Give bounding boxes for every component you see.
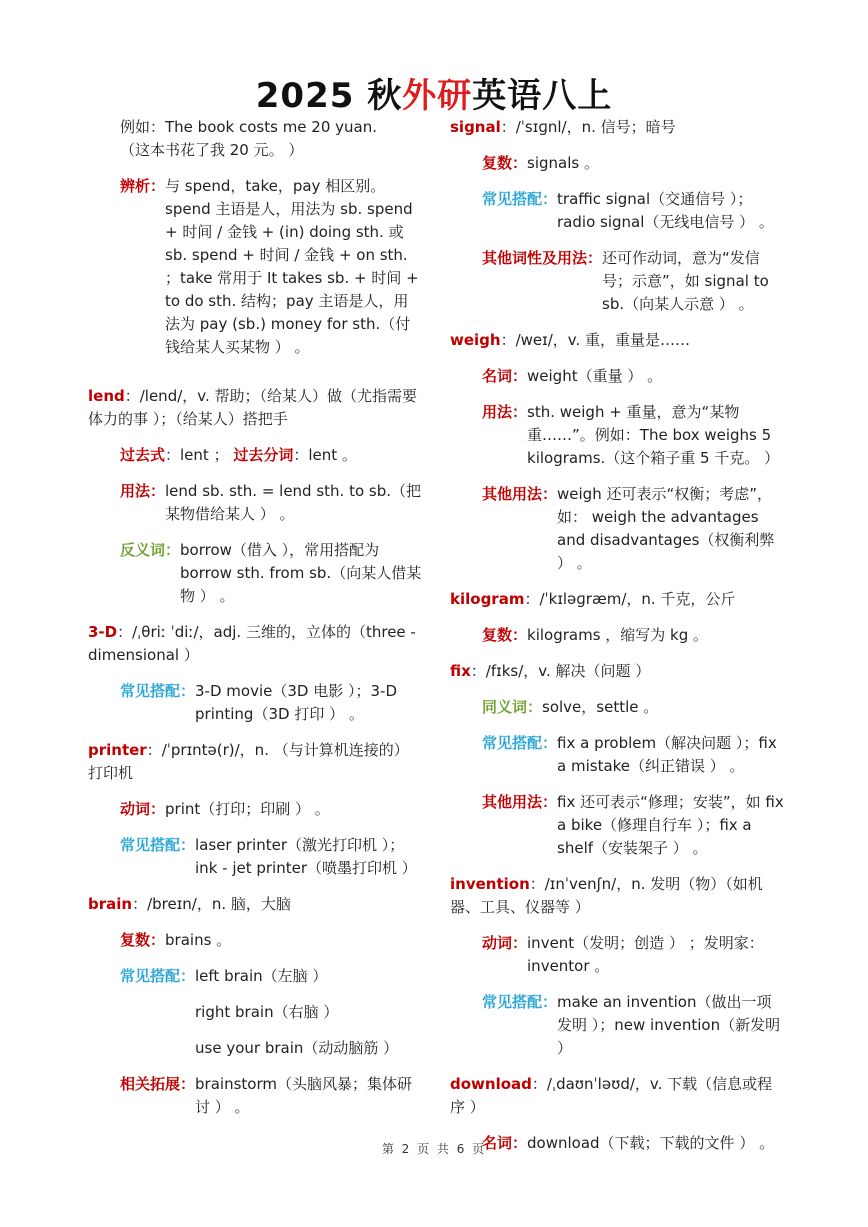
other-usage-label: 其他用法： bbox=[482, 485, 558, 503]
headword-printer: printer bbox=[88, 741, 147, 759]
fix-definition: ：/fɪks/，v. 解决（问题 ） bbox=[470, 662, 651, 680]
noun-text: download（下载；下载的文件 ） 。 bbox=[527, 1134, 775, 1152]
fix-collocation bbox=[450, 732, 784, 778]
example-line-2: （这本书花了我 20 元。 ） bbox=[120, 141, 304, 159]
page-title bbox=[0, 68, 868, 117]
printer-definition: ：/ˈprɪntə(r)/，n. （与计算机连接的）打印机 bbox=[88, 741, 409, 782]
other-usage-text: weigh 还可表示“权衡；考虑”，如： weigh the advantages and disadvantages（权衡利弊 ） 。 bbox=[557, 485, 775, 572]
title-part-2: 外研 bbox=[402, 76, 473, 116]
3d-collocation bbox=[88, 680, 422, 726]
fix-other bbox=[450, 791, 784, 860]
invention-collocation bbox=[450, 991, 784, 1060]
cost-example bbox=[88, 116, 422, 162]
usage-label: 用法： bbox=[482, 403, 528, 421]
collocation-item: left brain（左脑 ） bbox=[195, 967, 328, 985]
collocation-text: 3-D movie（3D 电影 ）；3-D printing（3D 打印 ） 。 bbox=[195, 682, 397, 723]
collocation-item: right brain（右脑 ） bbox=[195, 1003, 339, 1021]
noun-label: 名词： bbox=[482, 367, 528, 385]
past-participle-text: ：lent 。 bbox=[293, 446, 357, 464]
weigh-noun bbox=[450, 365, 784, 388]
plural-label: 复数： bbox=[482, 626, 528, 644]
entry-printer bbox=[88, 739, 422, 785]
collocation-item: use your brain（动动脑筋 ） bbox=[195, 1039, 399, 1057]
collocation-label: 常见搭配： bbox=[120, 682, 196, 700]
collocation-label: 常见搭配： bbox=[482, 993, 558, 1011]
lend-forms bbox=[88, 444, 422, 467]
signal-plural bbox=[450, 152, 784, 175]
noun-label: 名词： bbox=[482, 1134, 528, 1152]
weigh-definition: ：/weɪ/，v. 重，重量是…… bbox=[500, 331, 691, 349]
brain-definition: ：/breɪn/，n. 脑，大脑 bbox=[132, 895, 291, 913]
collocation-text: traffic signal（交通信号 ）；radio signal（无线电信号 ） 。 bbox=[557, 190, 774, 231]
lend-definition: ：/lend/，v. 帮助；（给某人）做（尤指需要体力的事 ）；（给某人）搭把手 bbox=[88, 387, 418, 428]
headword-invention: invention bbox=[450, 875, 530, 893]
brain-collocation bbox=[88, 965, 422, 1060]
bianxi-label: 辨析： bbox=[120, 177, 166, 195]
bianxi-block bbox=[88, 175, 422, 359]
brain-related bbox=[88, 1073, 422, 1119]
bianxi-text: 与 spend，take，pay 相区别。spend 主语是人，用法为 sb. spend + 时间 / 金钱 + (in) doing sth. 或 sb. spend + 时间 / 金钱 + on sth. ；take 常用于 It takes sb. + 时间 + to do sth. 结构；pay 主语是人，用法为 pay (sb.) money for sth.（付钱给某人买某物 ） 。 bbox=[165, 177, 419, 356]
other-usage-text: 还可作动词，意为“发信号；示意”，如 signal to sb.（向某人示意 ） 。 bbox=[602, 249, 769, 313]
printer-verb bbox=[88, 798, 422, 821]
entry-signal bbox=[450, 116, 784, 139]
antonym-label: 反义词： bbox=[120, 541, 181, 559]
weigh-usage bbox=[450, 401, 784, 470]
other-usage-text: fix 还可表示“修理；安装”，如 fix a bike（修理自行车 ）；fix a shelf（安装架子 ） 。 bbox=[557, 793, 784, 857]
plural-label: 复数： bbox=[120, 931, 166, 949]
entry-fix bbox=[450, 660, 784, 683]
left-column bbox=[88, 116, 422, 1119]
headword-brain: brain bbox=[88, 895, 133, 913]
signal-collocation bbox=[450, 188, 784, 234]
printer-collocation bbox=[88, 834, 422, 880]
other-usage-label: 其他用法： bbox=[482, 793, 558, 811]
lend-antonym bbox=[88, 539, 422, 608]
example-line-1: 例如：The book costs me 20 yuan. bbox=[120, 118, 378, 136]
collocation-label: 常见搭配： bbox=[120, 836, 196, 854]
kilogram-plural bbox=[450, 624, 784, 647]
verb-text: invent（发明；创造 ） ；发明家：inventor 。 bbox=[527, 934, 764, 975]
usage-text: lend sb. sth. = lend sth. to sb.（把某物借给某人 ） 。 bbox=[165, 482, 422, 523]
other-usage-label: 其他词性及用法： bbox=[482, 249, 603, 267]
collocation-text: make an invention（做出一项发明 ）；new invention（新发明 ） bbox=[557, 993, 781, 1057]
related-text: brainstorm（头脑风暴；集体研讨 ） 。 bbox=[195, 1075, 412, 1116]
antonym-text: borrow（借入 ），常用搭配为 borrow sth. from sb.（向某人借某物 ） 。 bbox=[180, 541, 422, 605]
related-label: 相关拓展： bbox=[120, 1075, 196, 1093]
invention-verb bbox=[450, 932, 784, 978]
download-definition: ：/ˌdaʊnˈləʊd/，v. 下载（信息或程序 ） bbox=[450, 1075, 773, 1116]
past-tense-text: ：lent ； bbox=[165, 446, 229, 464]
verb-text: print（打印；印刷 ） 。 bbox=[165, 800, 330, 818]
verb-label: 动词： bbox=[482, 934, 528, 952]
headword-signal: signal bbox=[450, 118, 501, 136]
weigh-other bbox=[450, 483, 784, 575]
entry-invention bbox=[450, 873, 784, 919]
entry-weigh bbox=[450, 329, 784, 352]
entry-download bbox=[450, 1073, 784, 1119]
verb-label: 动词： bbox=[120, 800, 166, 818]
plural-text: brains 。 bbox=[165, 931, 232, 949]
title-part-1: 2025 秋 bbox=[255, 76, 403, 116]
entry-kilogram bbox=[450, 588, 784, 611]
title-part-3: 英语八上 bbox=[472, 76, 613, 116]
plural-text: signals 。 bbox=[527, 154, 599, 172]
invention-definition: ：/ɪnˈvenʃn/，n. 发明（物）（如机器、工具、仪器等 ） bbox=[450, 875, 763, 916]
lend-usage bbox=[88, 480, 422, 526]
right-column bbox=[450, 116, 784, 1155]
headword-lend: lend bbox=[88, 387, 125, 405]
plural-text: kilograms ，缩写为 kg 。 bbox=[527, 626, 709, 644]
collocation-list bbox=[195, 965, 422, 1060]
signal-other bbox=[450, 247, 784, 316]
collocation-text: laser printer（激光打印机 ）；ink - jet printer（喷墨打印机 ） bbox=[195, 836, 417, 877]
entry-brain bbox=[88, 893, 422, 916]
headword-3d: 3-D bbox=[88, 623, 118, 641]
past-participle-label: 过去分词 bbox=[233, 446, 294, 464]
synonym-text: solve，settle 。 bbox=[542, 698, 659, 716]
noun-text: weight（重量 ） 。 bbox=[527, 367, 663, 385]
headword-download: download bbox=[450, 1075, 532, 1093]
synonym-label: 同义词： bbox=[482, 698, 543, 716]
headword-kilogram: kilogram bbox=[450, 590, 525, 608]
collocation-label: 常见搭配： bbox=[482, 190, 558, 208]
collocation-label: 常见搭配： bbox=[120, 967, 196, 985]
past-tense-label: 过去式 bbox=[120, 446, 166, 464]
entry-lend bbox=[88, 385, 422, 431]
plural-label: 复数： bbox=[482, 154, 528, 172]
usage-label: 用法： bbox=[120, 482, 166, 500]
brain-plural bbox=[88, 929, 422, 952]
collocation-label: 常见搭配： bbox=[482, 734, 558, 752]
page-footer: 第 2 页 共 6 页 bbox=[381, 1142, 487, 1156]
3d-definition: ：/ˌθriː ˈdiː/，adj. 三维的，立体的（three - dimensional ） bbox=[88, 623, 416, 664]
kilogram-definition: ：/ˈkɪləɡræm/，n. 千克，公斤 bbox=[524, 590, 736, 608]
signal-definition: ：/ˈsɪɡnl/，n. 信号；暗号 bbox=[500, 118, 676, 136]
usage-text: sth. weigh + 重量，意为“某物重……”。例如：The box weighs 5 kilograms.（这个箱子重 5 千克。 ） bbox=[527, 403, 780, 467]
fix-synonym bbox=[450, 696, 784, 719]
headword-weigh: weigh bbox=[450, 331, 501, 349]
entry-3d bbox=[88, 621, 422, 667]
collocation-text: fix a problem（解决问题 ）；fix a mistake（纠正错误 ） 。 bbox=[557, 734, 777, 775]
headword-fix: fix bbox=[450, 662, 471, 680]
